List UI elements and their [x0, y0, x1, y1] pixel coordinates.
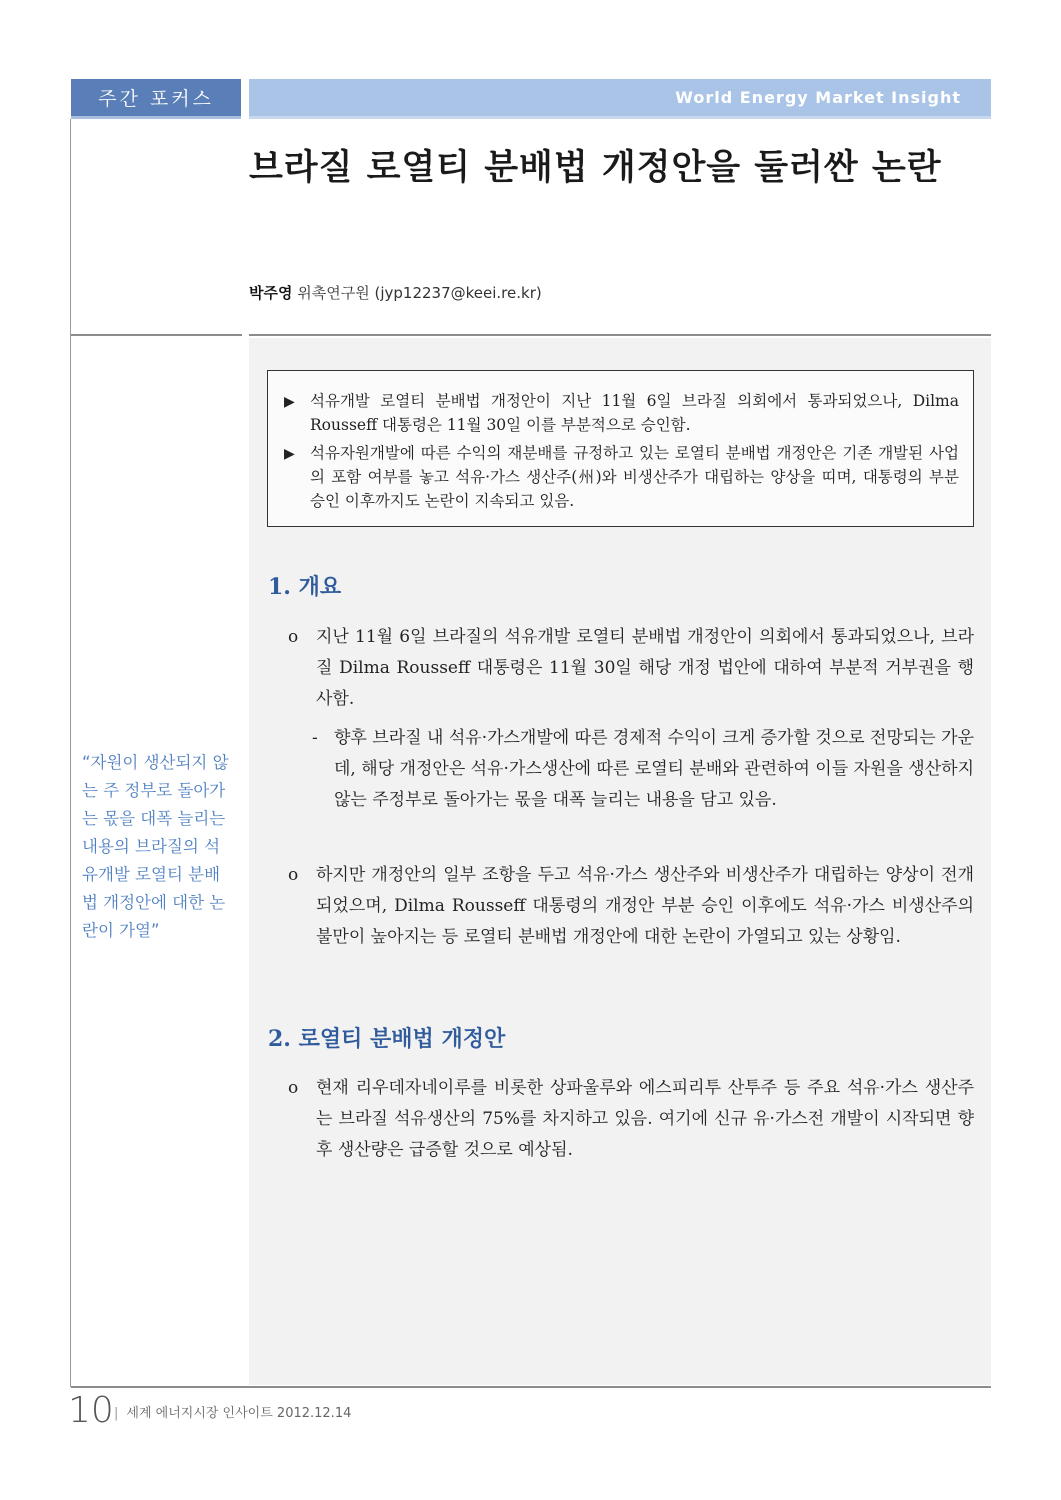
footer-publication — [114, 1402, 351, 1421]
author-line — [249, 282, 542, 303]
separator-right — [249, 334, 991, 336]
paragraph-text: 하지만 개정안의 일부 조항을 두고 석유·가스 생산주와 비생산주가 대립하는 양상이 전개되었으며, Dilma Rousseff 대통령의 개정안 부분 승인 이후에도 석유·가스 비생산주의 불만이 높아지는 등 로열티 분배법 개정안에 대한 논란이 가열되고 있는 상황임. — [316, 865, 974, 947]
summary-item — [284, 389, 959, 437]
header-right-underline — [249, 116, 991, 119]
footer-rule — [71, 1386, 991, 1388]
header-left-underline — [71, 116, 241, 119]
summary-text: 석유자원개발에 따른 수익의 재분배를 규정하고 있는 로열티 분배법 개정안은 기존 개발된 사업의 포함 여부를 놓고 석유·가스 생산주(州)와 비생산주가 대립하는 양상을 띠며, 대통령의 부분 승인 이후까지도 논란이 지속되고 있음. — [310, 444, 959, 510]
section-label-text: 주간 포커스 — [98, 88, 214, 110]
author-role: 위촉연구원 — [297, 284, 370, 302]
publication-title: 세계 에너지시장 인사이트 2012.12.14 — [126, 1406, 352, 1421]
series-banner — [249, 79, 991, 116]
bullet-icon: ο — [288, 865, 299, 885]
left-margin-rule — [70, 119, 71, 1387]
dash-icon: - — [312, 728, 318, 748]
paragraph-text: 현재 리우데자네이루를 비롯한 상파울루와 에스피리투 산투주 등 주요 석유·가스 생산주는 브라질 석유생산의 75%를 차지하고 있음. 여기에 신규 유·가스전 개발이 시작되면 향후 생산량은 급증할 것으로 예상됨. — [316, 1078, 974, 1160]
author-name: 박주영 — [249, 284, 293, 302]
summary-box — [267, 370, 974, 527]
arrow-icon: ▶ — [284, 446, 295, 462]
summary-text: 석유개발 로열티 분배법 개정안이 지난 11월 6일 브라질 의회에서 통과되었으나, Dilma Rousseff 대통령은 11월 30일 이를 부분적으로 승인함. — [310, 392, 959, 434]
series-title: World Energy Market Insight — [675, 88, 961, 107]
page-number: 10 — [68, 1390, 114, 1431]
section-heading-overview: 1. 개요 — [268, 574, 342, 600]
paragraph-bullet — [288, 1073, 974, 1166]
paragraph-bullet — [288, 622, 974, 715]
pull-quote: “자원이 생산되지 않는 주 정부로 돌아가는 몫을 대폭 늘리는 내용의 브라질의 석유개발 로열티 분배법 개정안에 대한 논란이 가열” — [82, 753, 229, 940]
author-email[interactable]: (jyp12237@keei.re.kr) — [374, 284, 542, 302]
paragraph-text: 지난 11월 6일 브라질의 석유개발 로열티 분배법 개정안이 의회에서 통과되었으나, 브라질 Dilma Rousseff 대통령은 11월 30일 해당 개정 법안에 대하여 부분적 거부권을 행사함. — [316, 627, 974, 709]
summary-item — [284, 441, 959, 513]
bullet-icon: ο — [288, 627, 299, 647]
article-title: 브라질 로열티 분배법 개정안을 둘러싼 논란 — [249, 148, 942, 188]
section-label — [71, 79, 241, 116]
footer-divider: | — [114, 1406, 119, 1421]
bullet-icon: ο — [288, 1078, 299, 1098]
arrow-icon: ▶ — [284, 394, 295, 410]
section-heading-royalty-law: 2. 로열티 분배법 개정안 — [268, 1026, 506, 1052]
paragraph-text: 향후 브라질 내 석유·가스개발에 따른 경제적 수익이 크게 증가할 것으로 전망되는 가운데, 해당 개정안은 석유·가스생산에 따른 로열티 분배와 관련하여 이들 자원을 생산하지 않는 주정부로 돌아가는 몫을 대폭 늘리는 내용을 담고 있음. — [334, 728, 974, 810]
paragraph-bullet — [288, 860, 974, 953]
separator-left — [71, 334, 242, 336]
paragraph-sub — [312, 723, 974, 816]
